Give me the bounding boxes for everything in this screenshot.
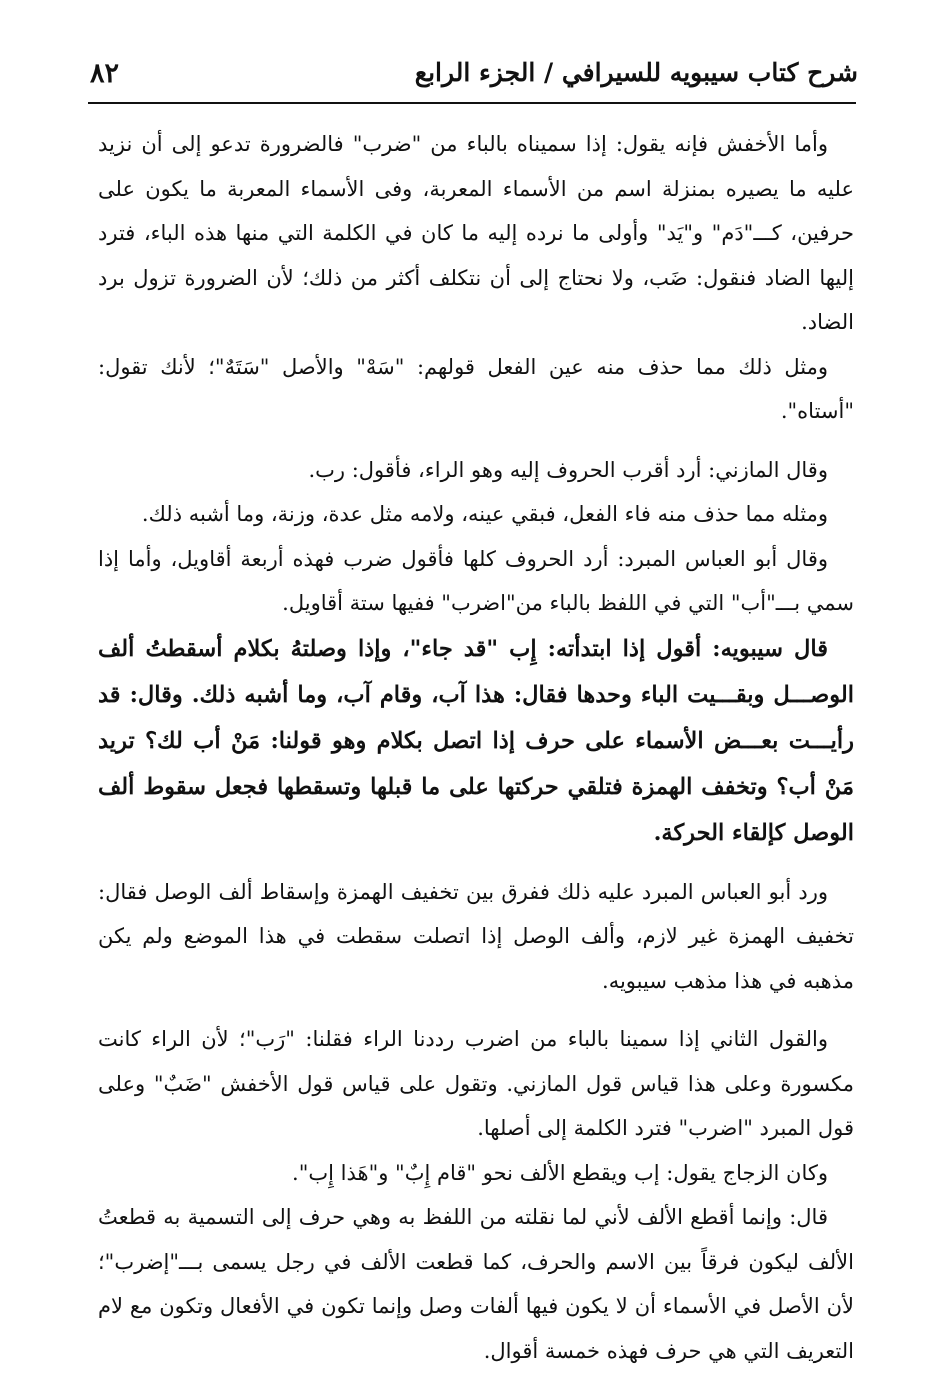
page-number: ٨٢	[90, 58, 120, 89]
body-text	[98, 122, 854, 1373]
paragraph-zajjaj-reason: قال: وإنما أقطع الألف لأني لما نقلته من اللفظ به وهي حرف إلى التسمية به قطعتُ الألف ليكون فرقاً بين الاسم والحرف، كما قطعت الألف في رجل يسمى بـــ"إضرب"؛ لأن الأصل في الأسماء أن لا يكون فيها ألفات وصل وإنما تكون في الأفعال وتكون مع لام التعريف التي هي حرف فهذه خمسة أقوال.	[98, 1205, 854, 1363]
running-header	[86, 52, 858, 98]
paragraph-akhfash: وأما الأخفش فإنه يقول: إذا سميناه بالباء من "ضرب" فالضرورة تدعو إلى أن نزيد عليه ما يصيره بمنزلة اسم من الأسماء المعربة، وفى الأسماء المعربة ما يكون على حرفين، كـــ"دَم" و"يَد" وأولى ما نرده إليه ما كان في الكلمة التي منها هذه الباء، فترد إليها الضاد فنقول: ضَب، ولا نحتاج إلى أن نتكلف أكثر من ذلك؛ لأن الضرورة تزول برد الضاد.	[98, 132, 855, 334]
paragraph-zajjaj: وكان الزجاج يقول: إب ويقطع الألف نحو "قام إِبٌ" و"هَذا إِب".	[292, 1160, 828, 1185]
paragraph-sibawayh-quote: قال سيبويه: أقول إذا ابتدأته: إِب "قد جاء"، وإذا وصلتهُ بكلام أسقطتُ ألف الوصـــل وبقـــيت الباء وحدها فقال: هذا آب، وقام آب، وما أشبه ذلك. وقال: قد رأيـــت بعـــض الأسماء على حرف إذا اتصل بكلام وهو قولنا: مَنْ أب لك؟ تريد مَنْ أب؟ وتخفف الهمزة فتلقي حركتها على ما قبلها وتسقطها فجعل سقوط ألف الوصل كإلقاء الحركة.	[98, 635, 854, 846]
paragraph-fa-deletion: ومثله مما حذف منه فاء الفعل، فبقي عينه، ولامه مثل عدة، وزنة، وما أشبه ذلك.	[141, 502, 828, 526]
paragraph-second-opinion: والقول الثاني إذا سمينا بالباء من اضرب رددنا الراء فقلنا: "رَب"؛ لأن الراء كانت مكسورة وعلى هذا قياس قول المازني. وتقول على قياس قول الأخفش "ضَبٌ" وعلى قول المبرد "اضرب" فترد الكلمة إلى أصلها.	[98, 1027, 854, 1140]
paragraph-mubarrad: وقال أبو العباس المبرد: أرد الحروف كلها فأقول ضرب فهذه أربعة أقاويل، وأما إذا سمي بـــ"أب" التي في اللفظ بالباء من"اضرب" ففيها ستة أقاويل.	[98, 546, 854, 615]
header-rule	[88, 102, 856, 104]
paragraph-sah-example: ومثل ذلك مما حذف منه عين الفعل قولهم: "سَهْ" والأصل "سَتَهٌ"؛ لأنك تقول: "أستاه".	[98, 354, 854, 423]
paragraph-mazini: وقال المازني: أرد أقرب الحروف إليه وهو الراء، فأقول: رب.	[308, 457, 828, 482]
running-header-title: شرح كتاب سيبويه للسيرافي / الجزء الرابع	[414, 58, 858, 87]
paragraph-mubarrad-rebuttal: ورد أبو العباس المبرد عليه ذلك ففرق بين تخفيف الهمزة وإسقاط ألف الوصل فقال: تخفيف الهمزة غير لازم، وألف الوصل إذا اتصلت سقطت في هذا الموضع ولم يكن مذهبه في هذا مذهب سيبويه.	[98, 879, 854, 993]
